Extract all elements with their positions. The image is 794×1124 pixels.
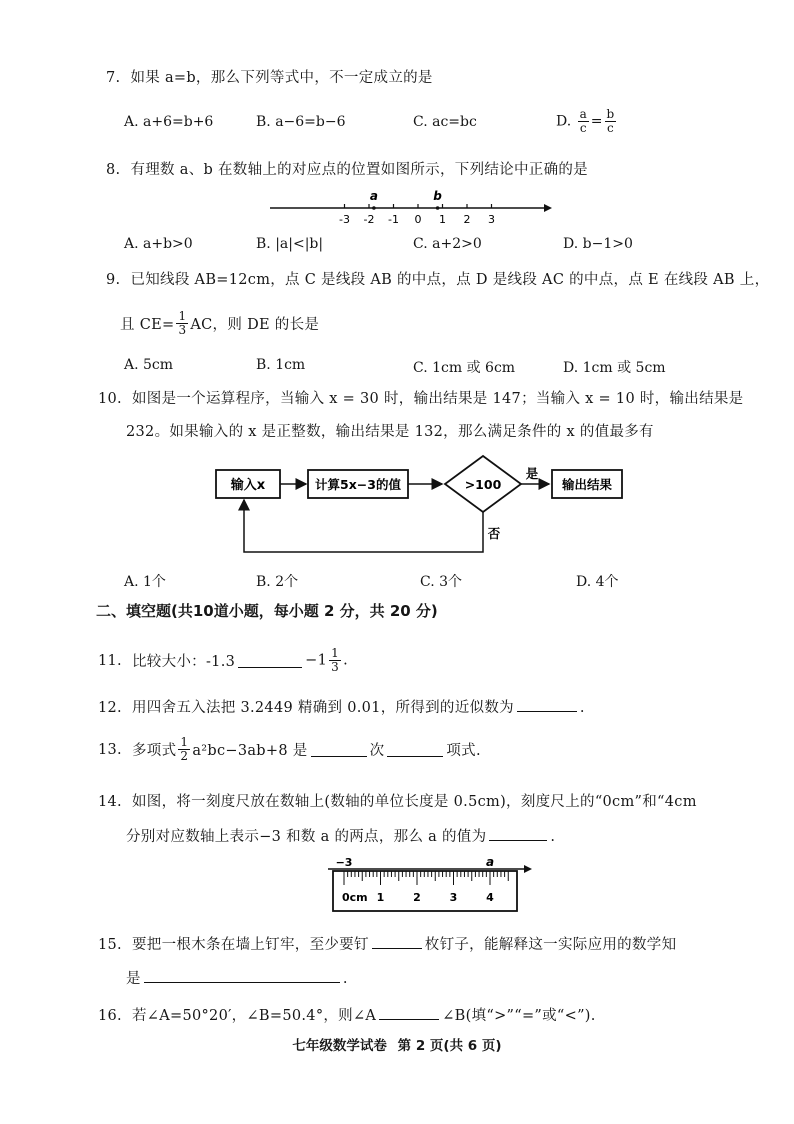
stem-text: −1	[305, 652, 328, 669]
fraction-numerator: 1	[180, 735, 189, 749]
option-d	[556, 108, 618, 135]
fraction-numerator: 1	[178, 309, 187, 323]
question-number: 13.	[98, 741, 122, 758]
stem-text: .	[550, 829, 556, 845]
fraction-denominator: 3	[331, 660, 340, 674]
fraction-one-third	[329, 647, 341, 674]
stem-text: 分别对应数轴上表示−3 和数 a 的两点，那么 a 的值为	[126, 829, 487, 845]
stem-text: ∠B(填“>”“=”或“<”).	[442, 1008, 596, 1024]
output-label: 输出结果	[561, 477, 613, 492]
question-stem: 如果 a=b，那么下列等式中，不一定成立的是	[130, 70, 433, 86]
answer-blank[interactable]	[144, 968, 340, 983]
option-b: B. |a|<|b|	[256, 236, 324, 252]
ruler-label: 3	[449, 891, 458, 904]
stem-text: 且 CE=	[120, 317, 175, 333]
point-a-dot	[372, 206, 376, 210]
stem-text: 枚钉子，能解释这一实际应用的数学知	[424, 937, 677, 953]
question-number: 8.	[106, 162, 121, 178]
option-a: A. 1个	[124, 574, 166, 590]
equals-sign: =	[590, 113, 603, 130]
option-b: B. 2个	[256, 574, 299, 590]
fraction-numerator: a	[579, 107, 587, 121]
option-c: C. ac=bc	[413, 114, 477, 130]
stem-text: 要把一根木条在墙上钉牢，至少要钉	[131, 937, 369, 953]
answer-blank[interactable]	[517, 697, 577, 712]
loop-arrow	[244, 500, 483, 552]
point-a-label: a	[369, 189, 378, 203]
option-b: B. a−6=b−6	[256, 114, 346, 130]
fraction-one-third	[176, 310, 188, 337]
page-footer	[0, 1034, 794, 1054]
question-stem-line-1: 已知线段 AB=12cm，点 C 是线段 AB 的中点，点 D 是线段 AC 的中点，点 E 在线段 AB 上，	[130, 272, 770, 288]
option-d: D. 4个	[576, 574, 619, 590]
number-line-figure	[0, 182, 794, 232]
yes-label: 是	[525, 466, 539, 481]
question-number: 15.	[98, 937, 122, 953]
axis-label-a: a	[485, 855, 495, 869]
exam-title: 七年级数学试卷	[292, 1038, 387, 1054]
condition-label: >100	[464, 477, 502, 492]
question-10	[98, 387, 743, 408]
axis-label-minus-3: −3	[335, 856, 353, 869]
fraction-denominator: c	[607, 121, 614, 135]
question-number: 7.	[106, 70, 121, 86]
question-number: 10.	[98, 391, 122, 407]
question-14	[98, 790, 724, 811]
ruler-label: 0cm	[342, 891, 368, 904]
question-8	[106, 158, 588, 179]
question-14-line-2	[126, 825, 555, 846]
question-10-line-2: 232。如果输入的 x 是正整数，输出结果是 132，那么满足条件的 x 的值最多有	[126, 424, 654, 440]
page-number: 第 2 页(共 6 页)	[397, 1038, 502, 1054]
stem-text: 多项式	[131, 743, 177, 759]
stem-text: 比较大小：-1.3	[131, 654, 236, 670]
question-11	[98, 647, 348, 674]
option-d: D. b−1>0	[563, 236, 633, 252]
ruler-label: 1	[376, 891, 385, 904]
tick-label: -2	[363, 213, 375, 226]
stem-text: .	[342, 971, 348, 987]
stem-text: 项式.	[446, 743, 481, 759]
question-stem: 有理数 a、b 在数轴上的对应点的位置如图所示，下列结论中正确的是	[130, 162, 588, 178]
question-15	[98, 933, 724, 954]
question-number: 11.	[98, 652, 122, 669]
flowchart-figure	[0, 450, 794, 560]
option-d: D. 1cm 或 5cm	[563, 360, 666, 376]
stem-text: .	[579, 700, 585, 716]
option-c: C. 1cm 或 6cm	[413, 360, 516, 376]
fraction-denominator: 3	[178, 323, 187, 337]
stem-text: 用四舍五入法把 3.2449 精确到 0.01，所得到的近似数为	[131, 700, 514, 716]
question-number: 14.	[98, 794, 122, 810]
stem-text: 是	[126, 971, 141, 987]
axis-arrow-icon	[524, 865, 532, 873]
question-number: 16.	[98, 1008, 122, 1024]
point-b-label: b	[433, 189, 442, 203]
stem-text: a²bc−3ab+8 是	[192, 743, 308, 759]
option-letter: D.	[556, 113, 572, 130]
no-label: 否	[487, 526, 501, 541]
stem-text: AC，则 DE 的长是	[190, 317, 320, 333]
stem-text: .	[343, 652, 348, 669]
ruler-label: 4	[486, 891, 494, 904]
answer-blank[interactable]	[372, 934, 422, 949]
stem-text: 次	[369, 743, 385, 759]
fraction-numerator: 1	[331, 646, 340, 660]
answer-blank[interactable]	[379, 1005, 439, 1020]
ruler-label: 2	[413, 891, 421, 904]
fraction	[578, 108, 589, 135]
question-15-line-2	[126, 967, 348, 988]
question-number: 12.	[98, 700, 122, 716]
option-a: A. 5cm	[124, 357, 174, 373]
tick-label: 1	[439, 213, 446, 226]
fraction-numerator: b	[606, 107, 615, 121]
tick-label: -1	[388, 213, 399, 226]
fraction-one-half	[178, 736, 190, 763]
axis-arrow-icon	[544, 204, 552, 212]
tick-label: 0	[414, 213, 422, 226]
option-b: B. 1cm	[256, 357, 306, 373]
option-a: A. a+b>0	[124, 236, 193, 252]
answer-blank[interactable]	[311, 742, 367, 757]
answer-blank[interactable]	[387, 742, 443, 757]
question-7	[106, 66, 433, 87]
option-c: C. a+2>0	[413, 236, 482, 252]
question-13	[98, 736, 481, 763]
fraction-denominator: c	[579, 121, 587, 135]
stem-text: 如图，将一刻度尺放在数轴上(数轴的单位长度是 0.5cm)，刻度尺上的“0cm”和“4cm	[131, 794, 697, 810]
tick-label: -3	[339, 213, 350, 226]
question-stem-line-1: 如图是一个运算程序，当输入 x = 30 时，输出结果是 147；当输入 x = 10 时，输出结果是	[131, 391, 744, 407]
question-9	[106, 268, 769, 289]
section-heading: 二、填空题(共10道小题，每小题 2 分，共 20 分)	[96, 602, 438, 620]
option-c: C. 3个	[420, 574, 463, 590]
compute-label: 计算5x−3的值	[315, 477, 401, 492]
point-b-dot	[436, 206, 440, 210]
tick-label: 3	[488, 213, 495, 226]
question-number: 9.	[106, 272, 121, 288]
question-9-line-2	[120, 310, 319, 337]
option-a: A. a+6=b+6	[124, 114, 214, 130]
answer-blank[interactable]	[489, 826, 547, 841]
fraction-denominator: 2	[180, 749, 189, 763]
stem-text: 若∠A=50°20′，∠B=50.4°，则∠A	[131, 1008, 377, 1024]
tick-label: 2	[463, 213, 471, 226]
question-12	[98, 696, 585, 717]
input-label: 输入x	[230, 478, 266, 493]
answer-blank[interactable]	[238, 653, 302, 668]
fraction	[605, 108, 617, 135]
question-16	[98, 1004, 596, 1025]
ruler-figure	[0, 855, 794, 915]
